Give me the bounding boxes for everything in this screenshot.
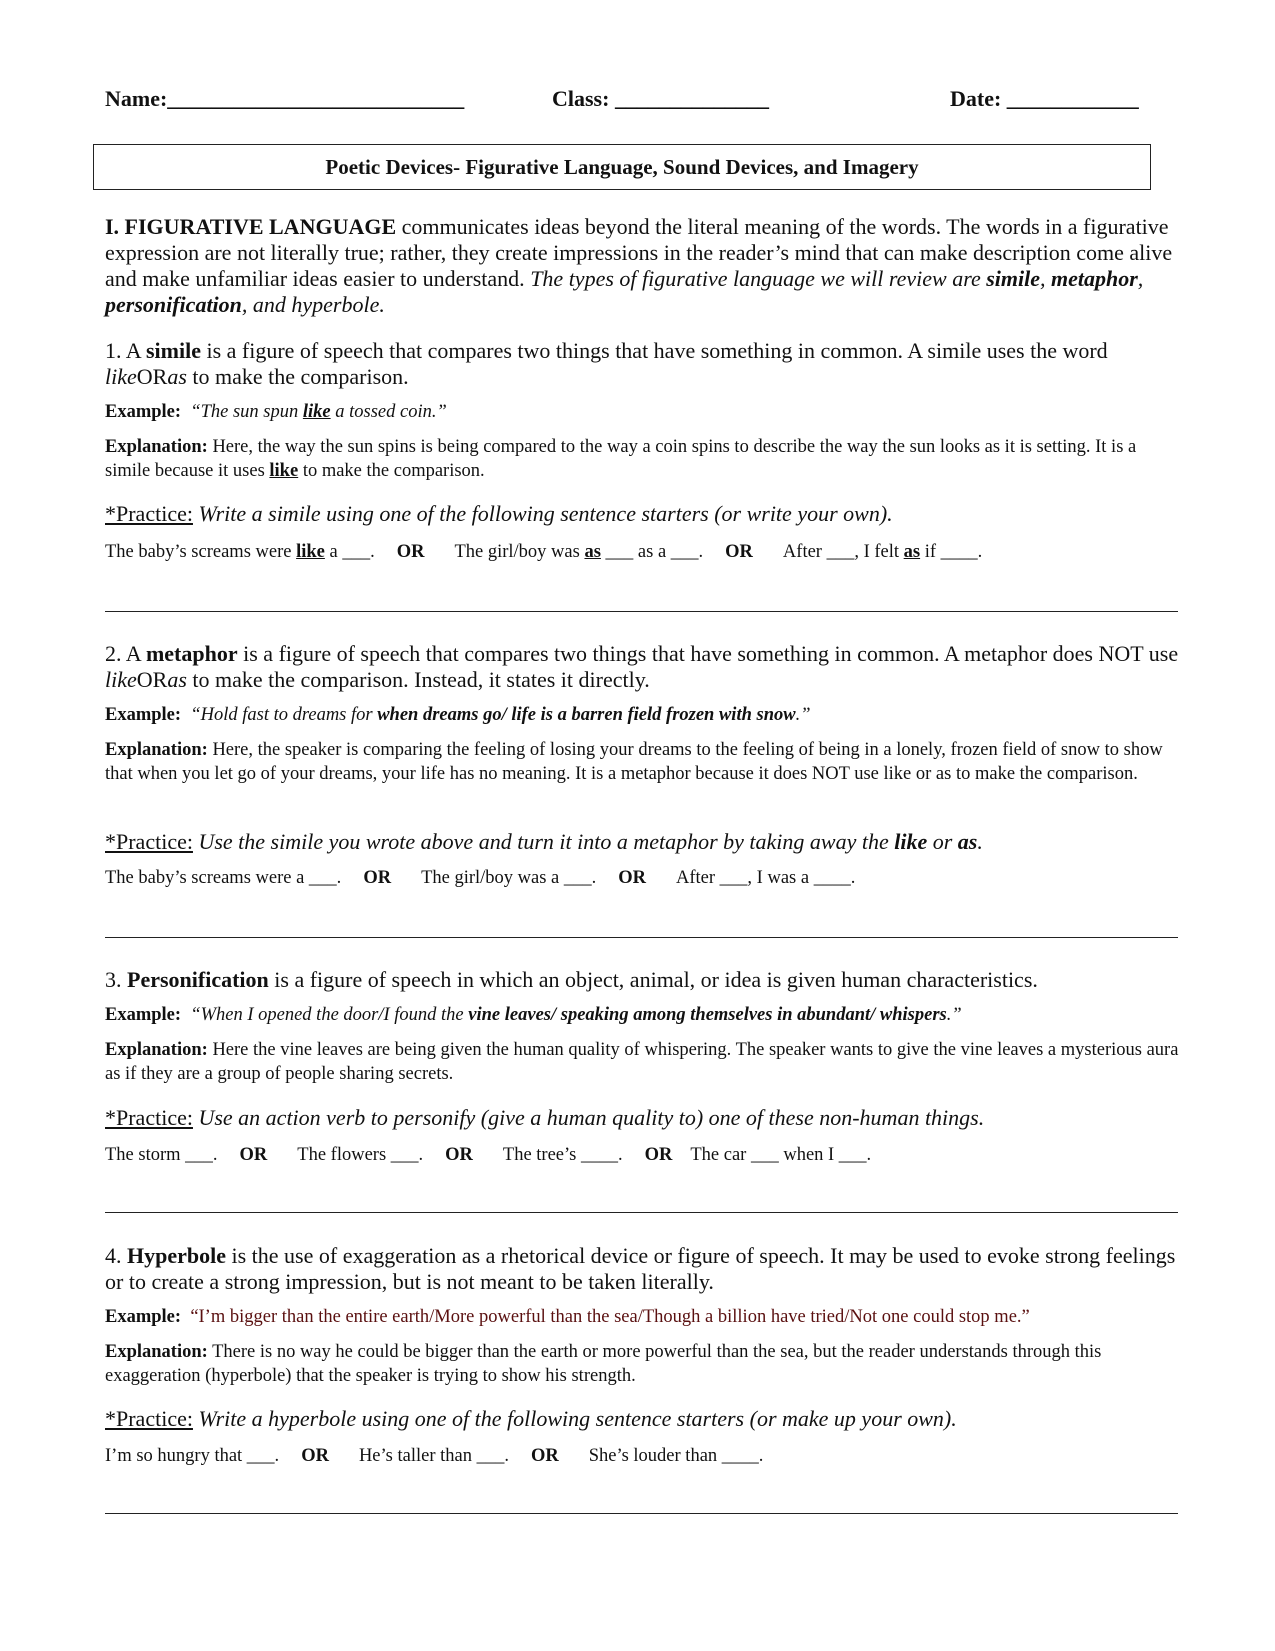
intro-text: communicates ideas beyond the literal meaning of the words. The words in a figurative expression are not literally true; rather, they create impressions in the reader’s mind that can make description come alive and make unfamiliar ideas easier to understand. — [105, 214, 1173, 291]
practice-label: *Practice: — [105, 501, 193, 526]
hyperbole-term: Hyperbole — [127, 1243, 226, 1268]
explanation-label: Explanation: — [105, 740, 208, 760]
or-separator: OR — [301, 1446, 329, 1466]
intro-term-metaphor: metaphor — [1051, 266, 1138, 291]
personification-starters — [105, 1143, 871, 1167]
word-as: as — [167, 667, 187, 692]
metaphor-term: metaphor — [145, 641, 238, 666]
example-text: .” — [795, 705, 811, 725]
simile-definition — [105, 338, 1180, 390]
hyperbole-definition — [105, 1243, 1180, 1295]
or-separator: OR — [725, 542, 753, 562]
metaphor-def-end: to make the comparison. Instead, it states it directly. — [186, 667, 650, 692]
practice-text: Write a simile using one of the following sentence starters (or write your own). — [192, 501, 893, 526]
simile-def-end: to make the comparison. — [186, 364, 409, 389]
starter: The car ___ when I ___. — [690, 1145, 872, 1165]
starter: She’s louder than ____. — [588, 1446, 764, 1466]
or-separator: OR — [396, 542, 425, 562]
simile-example — [105, 400, 447, 424]
starter: if ____. — [920, 542, 983, 562]
hyperbole-practice — [105, 1406, 957, 1432]
simile-def: is a figure of speech that compares two things that have something in common. A simile uses the word — [200, 338, 1108, 363]
starter: He’s taller than ___. — [358, 1446, 509, 1466]
intro-term-end: , and hyperbole. — [241, 292, 385, 317]
explanation-text: to make the comparison. — [298, 461, 485, 481]
practice-text: Use an action verb to personify (give a human quality to) one of these non-human things. — [192, 1105, 985, 1130]
hyperbole-def: is the use of exaggeration as a rhetorical device or figure of speech. It may be used to evoke strong feelings or to create a strong impression, but is not meant to be taken literally. — [105, 1243, 1176, 1294]
word-as: as — [167, 364, 187, 389]
example-text: “Hold fast to dreams for — [190, 705, 378, 725]
starter-key: as — [584, 542, 601, 562]
explanation-label: Explanation: — [105, 437, 208, 457]
or-separator: OR — [644, 1145, 673, 1165]
starter: The girl/boy was — [454, 542, 585, 562]
page-title: Poetic Devices- Figurative Language, Sound Devices, and Imagery — [93, 144, 1151, 190]
name-field[interactable]: Name:___________________________ — [105, 86, 465, 111]
simile-practice — [105, 501, 893, 527]
explanation-label: Explanation: — [105, 1342, 208, 1362]
or-separator: OR — [445, 1145, 473, 1165]
or-separator: OR — [363, 868, 392, 888]
section-number: 1. A — [105, 338, 146, 363]
metaphor-explanation — [105, 738, 1180, 786]
explanation-text: Here, the way the sun spins is being compared to the way a coin spins to describe the way the sun looks as it is setting. It is a simile because it uses — [105, 437, 1137, 481]
intro-term-personification: personification — [105, 292, 242, 317]
starter-key: like — [296, 542, 325, 562]
word-like: like — [105, 667, 137, 692]
practice-text: . — [977, 829, 983, 854]
answer-line-metaphor[interactable] — [105, 937, 1178, 938]
date-field[interactable]: Date: ____________ — [950, 86, 1139, 111]
starter: The storm ___. — [105, 1145, 218, 1165]
practice-key: like — [894, 829, 928, 854]
explanation-key: like — [269, 461, 299, 481]
intro-heading: I. FIGURATIVE LANGUAGE — [105, 214, 397, 239]
practice-text: or — [927, 829, 958, 854]
practice-label: *Practice: — [105, 829, 193, 854]
intro-paragraph — [105, 214, 1180, 318]
or-separator: OR — [618, 868, 647, 888]
metaphor-starters — [105, 866, 855, 890]
answer-line-hyperbole[interactable] — [105, 1513, 1178, 1514]
simile-term: simile — [145, 338, 201, 363]
starter: I’m so hungry that ___. — [105, 1446, 280, 1466]
starter-key: as — [903, 542, 921, 562]
word-or: OR — [136, 667, 168, 692]
explanation-label: Explanation: — [105, 1040, 208, 1060]
starter: a ___. — [324, 542, 375, 562]
starter: ___ as a ___. — [600, 542, 704, 562]
intro-sep: , — [1137, 266, 1144, 291]
personification-example — [105, 1003, 962, 1027]
example-key: vine leaves/ speaking among themselves in abundant/ whispers — [468, 1005, 947, 1025]
explanation-text: Here the vine leaves are being given the human quality of whispering. The speaker wants to give the vine leaves a mysterious aura as if they are a group of people sharing secrets. — [105, 1040, 1179, 1084]
class-field[interactable]: Class: ______________ — [552, 86, 769, 111]
example-text: a tossed coin.” — [330, 402, 447, 422]
example-text: “When I opened the door/I found the — [190, 1005, 469, 1025]
practice-label: *Practice: — [105, 1406, 193, 1431]
personification-explanation — [105, 1038, 1180, 1086]
example-text: “I’m bigger than the entire earth/More powerful than the sea/Though a billion have tried/Not one could stop me.” — [190, 1307, 1030, 1327]
section-number: 4. — [105, 1243, 127, 1268]
practice-text: Write a hyperbole using one of the following sentence starters (or make up your own). — [192, 1406, 957, 1431]
practice-key: as — [957, 829, 978, 854]
metaphor-example — [105, 703, 811, 727]
starter: The baby’s screams were — [105, 542, 297, 562]
example-text: “The sun spun — [190, 402, 303, 422]
example-label: Example: — [105, 1005, 182, 1025]
explanation-text: Here, the speaker is comparing the feeling of losing your dreams to the feeling of being in a lonely, frozen field of snow to show that when you let go of your dreams, your life has no meaning. It is a metaphor because it does NOT use like or as to make the comparison. — [105, 740, 1163, 784]
starter: The baby’s screams were a ___. — [105, 868, 342, 888]
example-label: Example: — [105, 402, 182, 422]
intro-types-lead: The types of figurative language we will review are — [530, 266, 987, 291]
starter: The girl/boy was a ___. — [421, 868, 597, 888]
example-label: Example: — [105, 1307, 182, 1327]
hyperbole-example — [105, 1305, 1030, 1329]
practice-text: Use the simile you wrote above and turn it into a metaphor by taking away the — [192, 829, 895, 854]
intro-term-simile: simile — [986, 266, 1040, 291]
personification-term: Personification — [127, 967, 269, 992]
metaphor-def: is a figure of speech that compares two things that have something in common. A metaphor does NOT use — [237, 641, 1179, 666]
starter: The tree’s ____. — [502, 1145, 623, 1165]
example-label: Example: — [105, 705, 182, 725]
simile-explanation — [105, 435, 1180, 483]
answer-line-personification[interactable] — [105, 1212, 1178, 1213]
answer-line-simile[interactable] — [105, 611, 1178, 612]
metaphor-definition — [105, 641, 1180, 693]
personification-def: is a figure of speech in which an object, animal, or idea is given human characteristics. — [268, 967, 1038, 992]
example-text: .” — [946, 1005, 962, 1025]
or-separator: OR — [530, 1446, 559, 1466]
word-or: OR — [136, 364, 168, 389]
starter: The flowers ___. — [297, 1145, 424, 1165]
intro-sep: , — [1040, 266, 1051, 291]
personification-practice — [105, 1105, 984, 1131]
metaphor-practice — [105, 829, 983, 855]
hyperbole-starters — [105, 1444, 763, 1468]
practice-label: *Practice: — [105, 1105, 193, 1130]
section-number: 2. A — [105, 641, 146, 666]
section-number: 3. — [105, 967, 127, 992]
or-separator: OR — [239, 1145, 268, 1165]
personification-definition — [105, 967, 1180, 993]
word-like: like — [105, 364, 137, 389]
starter: After ___, I was a ____. — [676, 868, 856, 888]
simile-starters — [105, 540, 982, 564]
explanation-text: There is no way he could be bigger than the earth or more powerful than the sea, but the reader understands through this exaggeration (hyperbole) that the speaker is trying to show his strength. — [105, 1342, 1102, 1386]
example-key: like — [302, 402, 331, 422]
hyperbole-explanation — [105, 1340, 1180, 1388]
example-key: when dreams go/ life is a barren field frozen with snow — [377, 705, 796, 725]
starter: After ___, I felt — [782, 542, 904, 562]
